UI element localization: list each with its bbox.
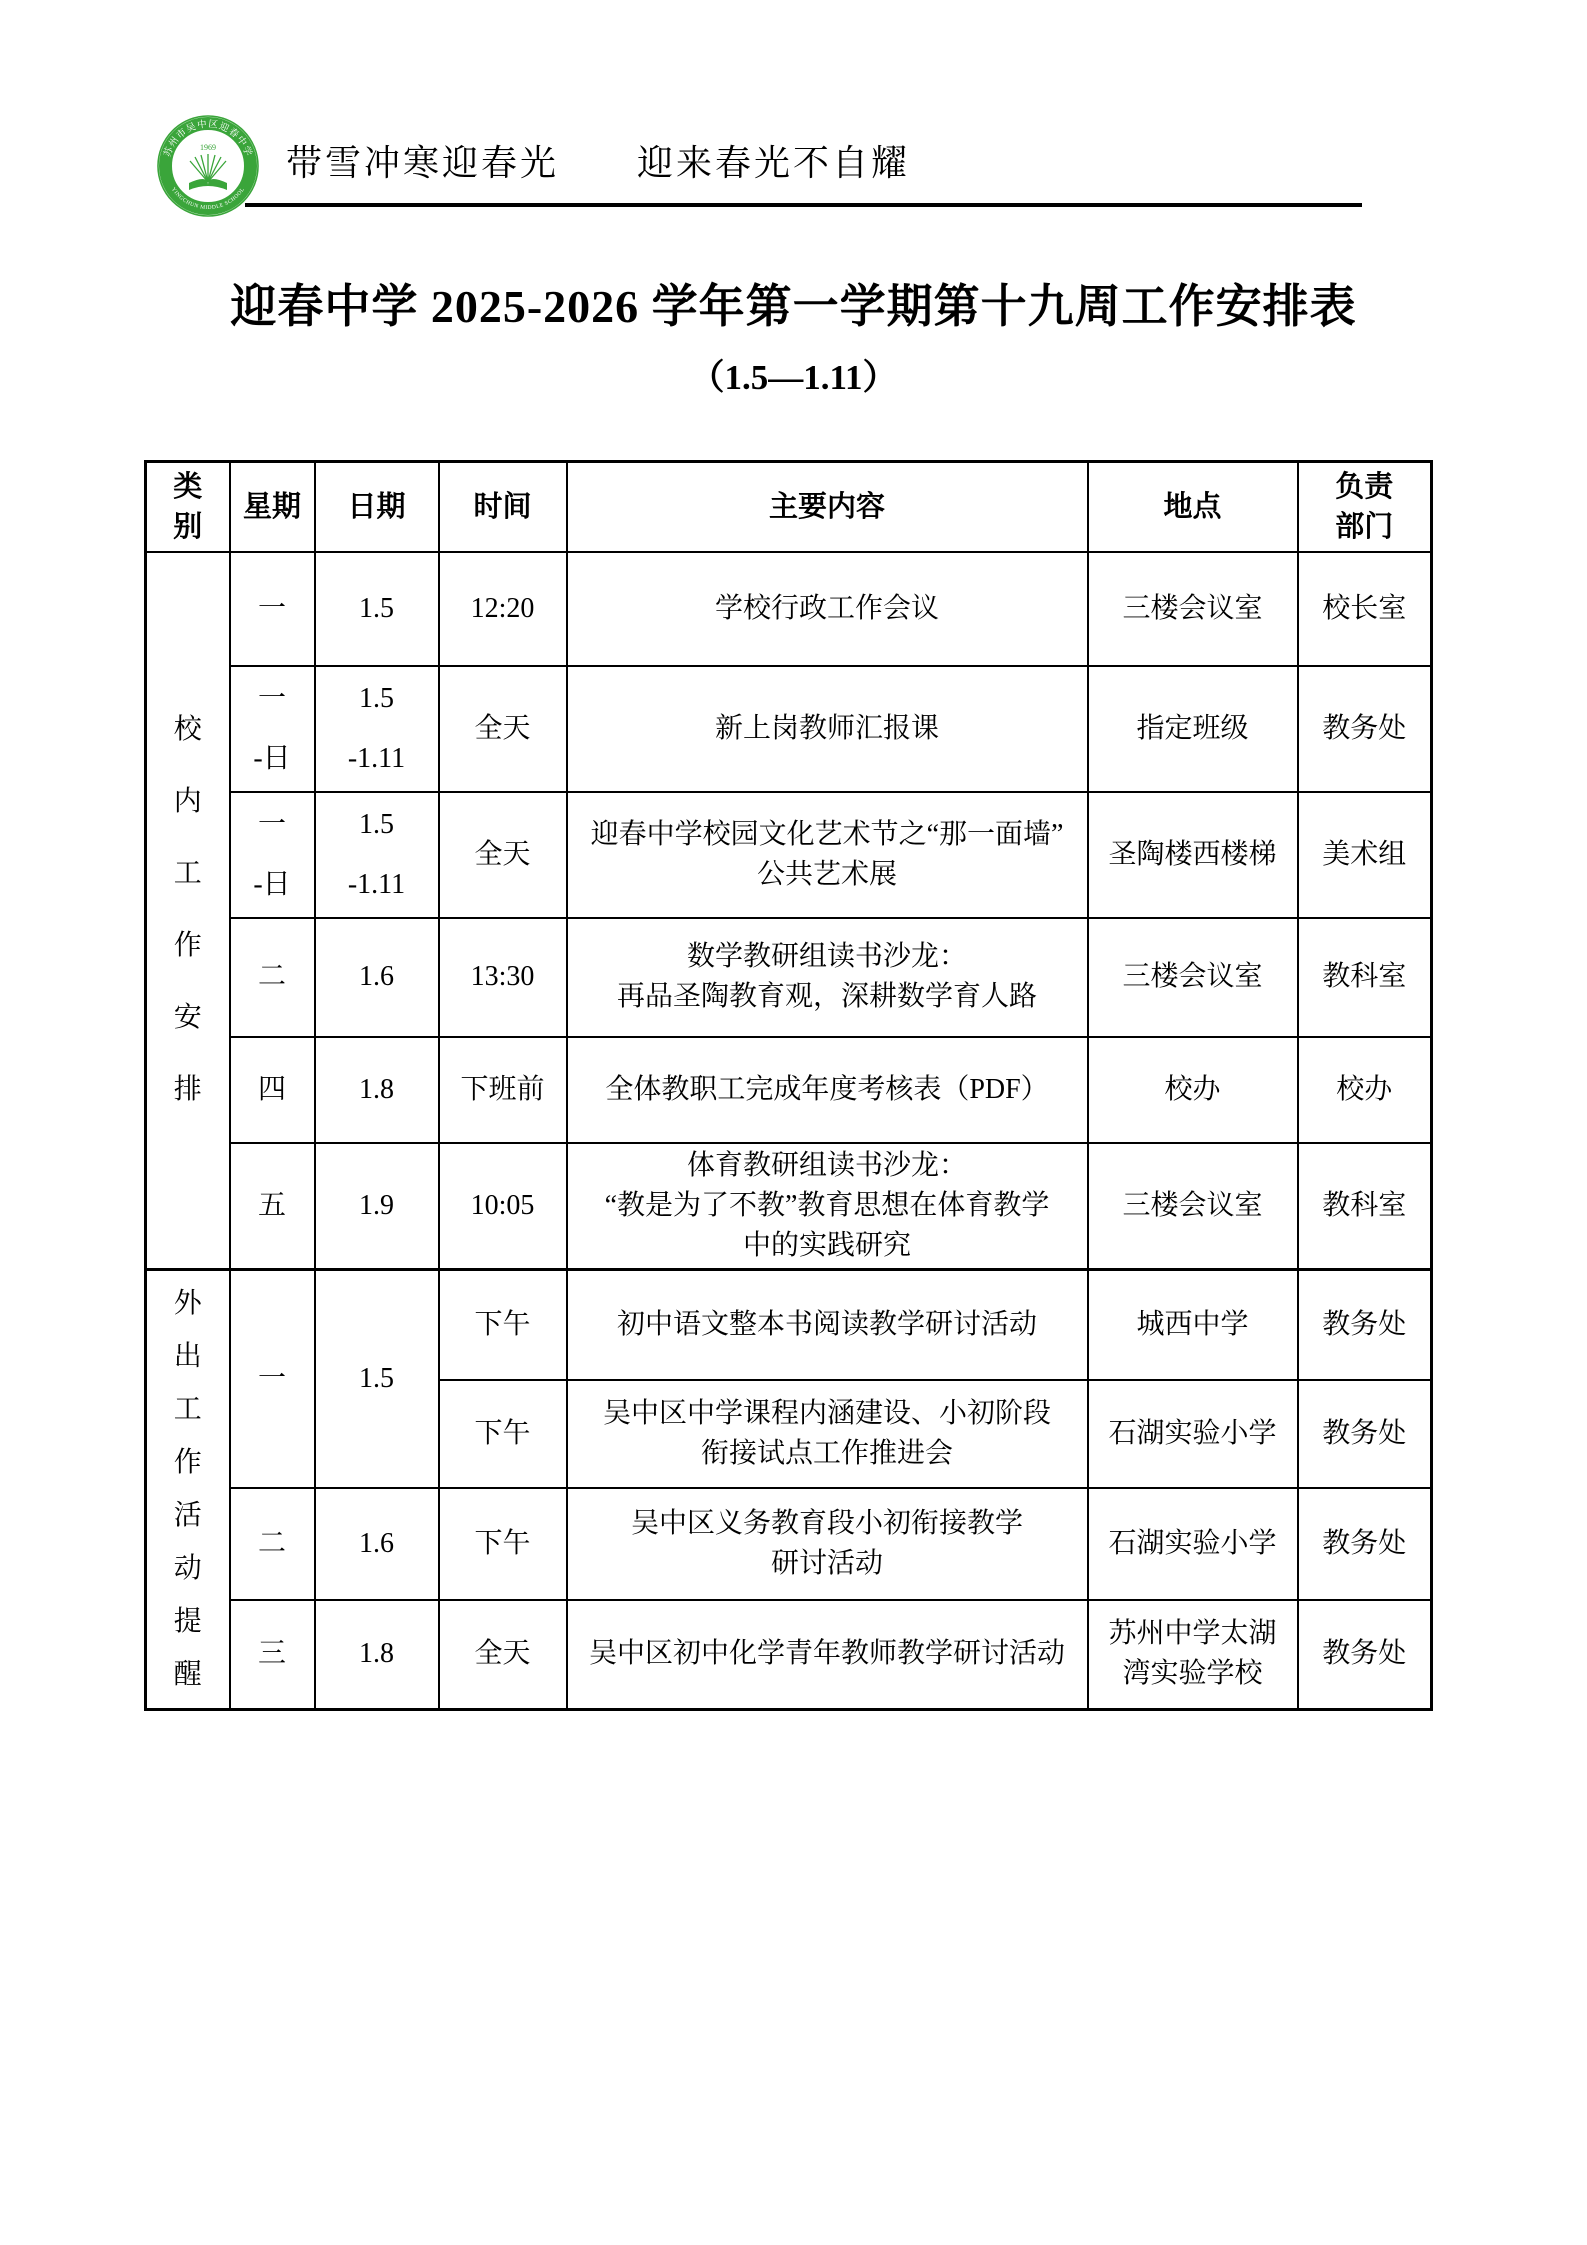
content-cell: 迎春中学校园文化艺术节之“那一面墙” 公共艺术展 — [567, 792, 1088, 918]
time-cell: 下午 — [439, 1269, 567, 1380]
column-header-content: 主要内容 — [567, 462, 1088, 552]
content-cell: 吴中区中学课程内涵建设、小初阶段 衔接试点工作推进会 — [567, 1380, 1088, 1488]
date-cell: 1.5 — [315, 1269, 439, 1488]
department-cell: 教务处 — [1298, 1269, 1432, 1380]
logo-arc-text-top: 苏州市吴中区迎春中学 — [163, 119, 253, 159]
table-row — [146, 1143, 1432, 1270]
time-cell: 13:30 — [439, 918, 567, 1037]
department-cell: 校长室 — [1298, 552, 1432, 666]
weekday-cell: 五 — [230, 1143, 315, 1270]
location-cell: 苏州中学太湖 湾实验学校 — [1088, 1600, 1298, 1709]
category-cell-on-campus: 校 内 工 作 安 排 — [146, 552, 230, 1270]
date-cell: 1.9 — [315, 1143, 439, 1270]
location-cell: 石湖实验小学 — [1088, 1488, 1298, 1600]
weekday-cell: 四 — [230, 1037, 315, 1143]
time-cell: 下午 — [439, 1380, 567, 1488]
content-cell: 吴中区初中化学青年教师教学研讨活动 — [567, 1600, 1088, 1709]
time-cell: 全天 — [439, 1600, 567, 1709]
weekday-cell: 一 — [230, 552, 315, 666]
content-cell: 体育教研组读书沙龙： “教是为了不教”教育思想在体育教学 中的实践研究 — [567, 1143, 1088, 1270]
date-cell: 1.8 — [315, 1600, 439, 1709]
table-row — [146, 666, 1432, 792]
location-cell: 三楼会议室 — [1088, 552, 1298, 666]
weekday-cell: 二 — [230, 918, 315, 1037]
weekday-cell: 二 — [230, 1488, 315, 1600]
time-cell: 12:20 — [439, 552, 567, 666]
column-header-date: 日期 — [315, 462, 439, 552]
content-cell: 吴中区义务教育段小初衔接教学 研讨活动 — [567, 1488, 1088, 1600]
department-cell: 教务处 — [1298, 1600, 1432, 1709]
date-cell: 1.5 -1.11 — [315, 792, 439, 918]
table-row — [146, 1600, 1432, 1709]
location-cell: 指定班级 — [1088, 666, 1298, 792]
logo-year: 1969 — [200, 143, 216, 152]
department-cell: 教务处 — [1298, 666, 1432, 792]
column-header-weekday: 星期 — [230, 462, 315, 552]
schedule-table — [144, 460, 1433, 1711]
table-row — [146, 918, 1432, 1037]
content-cell: 全体教职工完成年度考核表（PDF） — [567, 1037, 1088, 1143]
table-row — [146, 1269, 1432, 1380]
column-header-category: 类 别 — [146, 462, 230, 552]
table-header-row — [146, 462, 1432, 552]
time-cell: 下午 — [439, 1488, 567, 1600]
table-row — [146, 1037, 1432, 1143]
location-cell: 三楼会议室 — [1088, 918, 1298, 1037]
content-cell: 学校行政工作会议 — [567, 552, 1088, 666]
table-row — [146, 552, 1432, 666]
logo-arc-text-bottom: YINGCHUN MIDDLE SCHOOL — [169, 186, 247, 212]
column-header-location: 地点 — [1088, 462, 1298, 552]
column-header-time: 时间 — [439, 462, 567, 552]
page-subtitle: （1.5—1.11） — [689, 358, 898, 397]
weekday-cell: 三 — [230, 1600, 315, 1709]
weekday-cell: 一 — [230, 1269, 315, 1488]
page-title: 迎春中学 2025-2026 学年第一学期第十九周工作安排表 — [230, 281, 1357, 332]
time-cell: 下班前 — [439, 1037, 567, 1143]
column-header-department: 负责 部门 — [1298, 462, 1432, 552]
weekday-cell: 一 -日 — [230, 792, 315, 918]
location-cell: 城西中学 — [1088, 1269, 1298, 1380]
table-row — [146, 1488, 1432, 1600]
content-cell: 数学教研组读书沙龙： 再品圣陶教育观，深耕数学育人路 — [567, 918, 1088, 1037]
department-cell: 教务处 — [1298, 1380, 1432, 1488]
school-motto: 带雪冲寒迎春光 迎来春光不自耀 — [286, 143, 911, 183]
header-rule — [245, 203, 1362, 207]
time-cell: 全天 — [439, 666, 567, 792]
department-cell: 教科室 — [1298, 1143, 1432, 1270]
location-cell: 石湖实验小学 — [1088, 1380, 1298, 1488]
date-cell: 1.5 -1.11 — [315, 666, 439, 792]
weekday-cell: 一 -日 — [230, 666, 315, 792]
time-cell: 10:05 — [439, 1143, 567, 1270]
date-cell: 1.5 — [315, 552, 439, 666]
time-cell: 全天 — [439, 792, 567, 918]
department-cell: 教科室 — [1298, 918, 1432, 1037]
department-cell: 校办 — [1298, 1037, 1432, 1143]
content-cell: 新上岗教师汇报课 — [567, 666, 1088, 792]
content-cell: 初中语文整本书阅读教学研讨活动 — [567, 1269, 1088, 1380]
table-row — [146, 792, 1432, 918]
date-cell: 1.6 — [315, 1488, 439, 1600]
department-cell: 教务处 — [1298, 1488, 1432, 1600]
department-cell: 美术组 — [1298, 792, 1432, 918]
location-cell: 圣陶楼西楼梯 — [1088, 792, 1298, 918]
location-cell: 三楼会议室 — [1088, 1143, 1298, 1270]
date-cell: 1.8 — [315, 1037, 439, 1143]
category-cell-off-campus: 外 出 工 作 活 动 提 醒 — [146, 1269, 230, 1709]
date-cell: 1.6 — [315, 918, 439, 1037]
location-cell: 校办 — [1088, 1037, 1298, 1143]
